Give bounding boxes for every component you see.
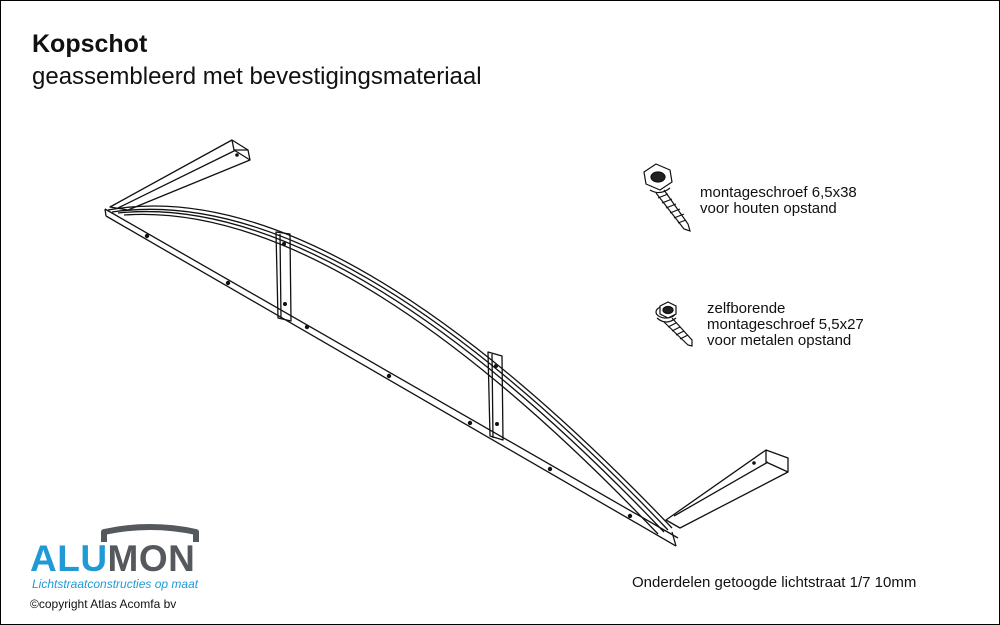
wood-screw-label xyxy=(700,185,857,217)
wood-screw-label-line: voor houten opstand xyxy=(700,200,837,217)
self-drilling-screw-label xyxy=(707,301,864,349)
wood-screw-icon xyxy=(644,164,690,231)
wood-screw-label-line: montageschroef 6,5x38 xyxy=(700,184,857,201)
brand-part1: ALU xyxy=(30,538,108,579)
self-drilling-screw-label-line: montageschroef 5,5x27 xyxy=(707,316,864,333)
page-subtitle: geassembleerd met bevestigingsmateriaal xyxy=(32,63,482,90)
page-title: Kopschot xyxy=(32,30,148,58)
self-drilling-screw-label-line: voor metalen opstand xyxy=(707,332,852,349)
self-drilling-screw-label-line: zelfborende xyxy=(707,300,786,317)
brand-tagline: Lichtstraatconstructies op maat xyxy=(32,577,199,591)
copyright: ©copyright Atlas Acomfa bv xyxy=(30,597,177,611)
self-drilling-screw-icon xyxy=(656,302,692,346)
brand-part2: MON xyxy=(107,538,196,579)
footer-note: Onderdelen getoogde lichtstraat 1/7 10mm xyxy=(632,574,917,591)
alumon-logo xyxy=(30,538,195,580)
